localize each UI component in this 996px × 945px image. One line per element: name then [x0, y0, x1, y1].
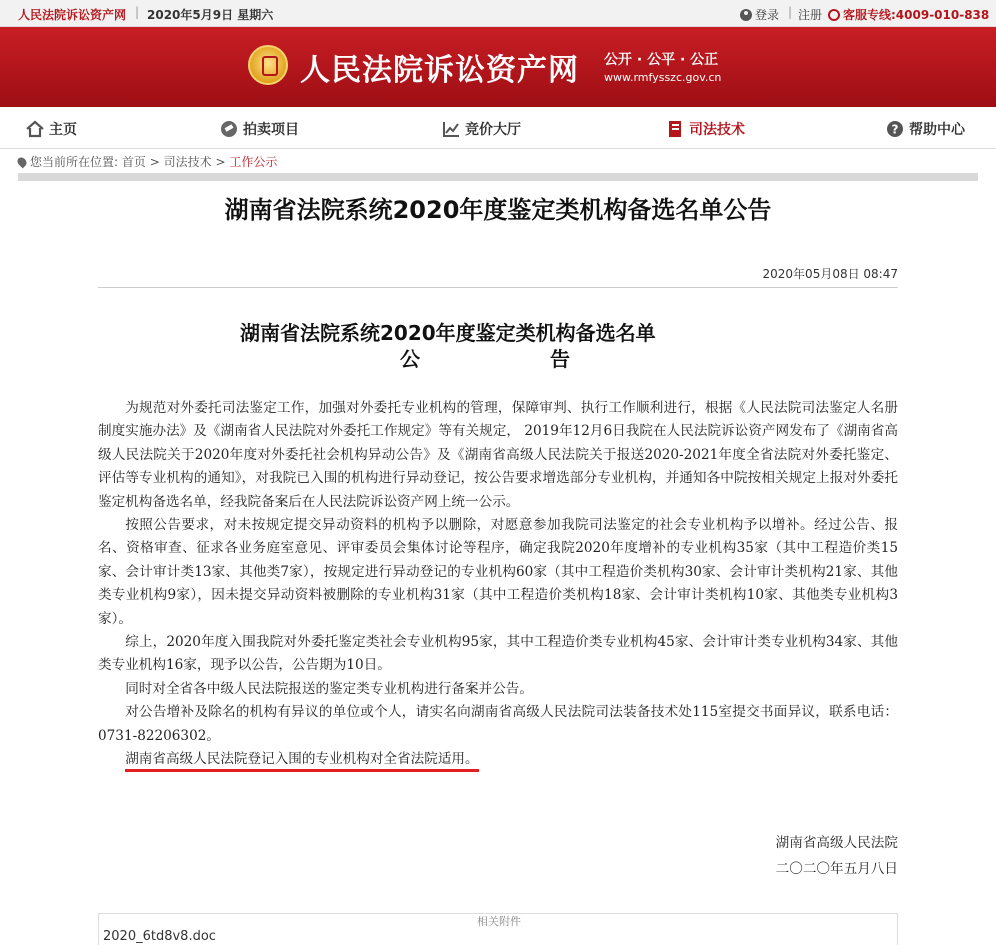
- hotline-label: 客服专线:4009-010-838: [843, 8, 990, 22]
- nav-label: 帮助中心: [909, 122, 965, 138]
- publish-date: 2020年05月08日 08:47: [762, 267, 898, 281]
- signature-block: [700, 830, 898, 882]
- divider: [18, 173, 978, 181]
- breadcrumb-home[interactable]: 首页: [121, 155, 146, 169]
- site-domain: www.rmfysszc.gov.cn: [604, 71, 722, 84]
- document-title: [240, 320, 760, 372]
- nav-item-help[interactable]: [886, 119, 965, 139]
- separator: |: [135, 5, 140, 19]
- login-link[interactable]: [740, 6, 779, 23]
- chart-icon: [442, 120, 460, 138]
- breadcrumb-separator: >: [215, 155, 226, 169]
- breadcrumb-section[interactable]: 司法技术: [163, 155, 212, 169]
- phone-icon: [828, 9, 840, 21]
- breadcrumb: [18, 153, 277, 170]
- highlighted-text: 湖南省高级人民法院登记入围的专业机构对全省法院适用。: [125, 751, 478, 772]
- nav-item-auction[interactable]: [220, 119, 299, 139]
- divider: [98, 287, 898, 288]
- nav-item-home[interactable]: [26, 119, 77, 139]
- paragraph: 对公告增补及除名的机构有异议的单位或个人，请实名向湖南省高级人民法院司法装备技术处115室提交书面异议，联系电话：0731-82206302。: [98, 704, 898, 744]
- svg-text:?: ?: [891, 122, 899, 137]
- paragraph: 综上，2020年度入围我院对外委托鉴定类社会专业机构95家，其中工程造价类专业机构45家、会计审计类专业机构34家、其他类专业机构16家，现予以公告，公告期为10日。: [98, 634, 898, 674]
- sign-date: 二〇二〇年五月八日: [775, 861, 898, 877]
- nav-label: 竞价大厅: [465, 122, 521, 138]
- site-logo-text[interactable]: 人民法院诉讼资产网: [300, 53, 579, 88]
- nav-item-bidding[interactable]: [442, 119, 521, 139]
- slogan: 公开 · 公平 · 公正: [604, 52, 719, 68]
- court-emblem-icon: [248, 45, 288, 85]
- attachments-panel: [98, 913, 898, 945]
- separator: |: [788, 5, 793, 19]
- home-icon: [26, 120, 44, 138]
- page-title: 湖南省法院系统2020年度鉴定类机构备选名单公告: [224, 196, 772, 224]
- breadcrumb-prefix: 您当前所在位置:: [30, 155, 119, 169]
- document-title-line1: 湖南省法院系统2020年度鉴定类机构备选名单: [240, 321, 656, 345]
- site-name-link[interactable]: 人民法院诉讼资产网: [18, 8, 127, 22]
- nav-label: 主页: [49, 122, 77, 138]
- current-date: 2020年5月9日 星期六: [147, 8, 274, 22]
- paragraph: 同时对全省各中级人民法院报送的鉴定类专业机构进行备案并公告。: [125, 680, 533, 697]
- header-banner: [0, 27, 996, 107]
- signer: 湖南省高级人民法院: [775, 835, 898, 851]
- help-icon: [886, 120, 904, 138]
- nav-label: 拍卖项目: [243, 122, 299, 138]
- register-link[interactable]: 注册: [798, 8, 823, 22]
- user-icon: [740, 9, 752, 21]
- nav-label: 司法技术: [689, 122, 745, 138]
- breadcrumb-current[interactable]: 工作公示: [229, 155, 278, 169]
- top-utility-bar: [0, 0, 996, 27]
- breadcrumb-separator: >: [149, 155, 160, 169]
- main-nav: [0, 107, 996, 149]
- paragraph: 按照公告要求，对未按规定提交异动资料的机构予以删除，对愿意参加我院司法鉴定的社会专业机构予以增补。经过公告、报名、资格审查、征求各业务庭室意见、评审委员会集体讨论等程序，确定我院2020年度增补的专业机构35家（其中工程造价类15家、会计审计类13家、其他类7家），按规定进行异动登记的专业机构60家（其中工程造价类机构30家、会计审计类机构21家、其他类专业机构9家），因未提交异动资料被删除的专业机构31家（其中工程造价类机构18家、会计审计类机构10家、其他类专业机构3家）。: [98, 517, 898, 627]
- highlighted-paragraph: [98, 748, 898, 771]
- document-title-line2: 公告: [400, 347, 700, 371]
- hotline: [828, 6, 989, 23]
- nav-item-judicial-tech[interactable]: [666, 119, 745, 139]
- gavel-icon: [220, 120, 238, 138]
- location-pin-icon: [16, 156, 29, 169]
- article-body: [98, 397, 898, 772]
- attachment-file-link[interactable]: 2020_6td8v8.doc: [103, 929, 216, 944]
- login-label: 登录: [755, 8, 780, 22]
- paragraph: 为规范对外委托司法鉴定工作，加强对外委托专业机构的管理，保障审判、执行工作顺利进行，根据《人民法院司法鉴定人名册制度实施办法》及《湖南省人民法院对外委托工作规定》等有关规定， 2019年12月6日我院在人民法院诉讼资产网发布了《湖南省高级人民法院关于2020年度对外委托社会机构异动公告》及《湖南省高级人民法院关于报送2020-2021年度全省法院对外委托鉴定、评估等专业机构的通知》，对我院已入围的机构进行异动登记，按公告要求增选部分专业机构，并通知各中院按相关规定上报对外委托鉴定机构备选名单，经我院备案后在人民法院诉讼资产网上统一公示。: [98, 400, 898, 510]
- attachments-header: 相关附件: [477, 915, 521, 928]
- book-icon: [666, 120, 684, 138]
